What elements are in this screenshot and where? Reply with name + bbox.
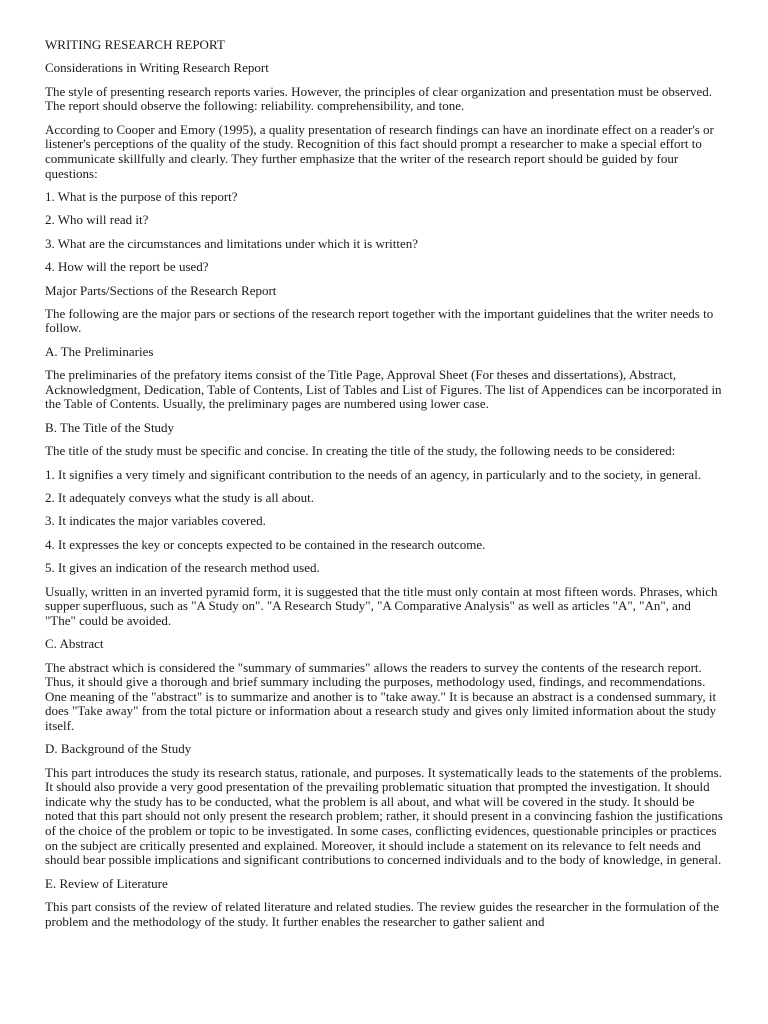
paragraph-major-parts: The following are the major pars or sections of the research report together with the important guidelines that the writer needs to follow. [45, 305, 714, 336]
paragraph-cooper-emory: According to Cooper and Emory (1995), a quality presentation of research findings can have an inordinate effect on a reader's or listener's perceptions of the quality of the study. Recognition of this fact should prompt a researcher to make a special effort to communicate skillfully and clearly. They further emphasize that the writer of the research report should be guided by four questions: [45, 121, 714, 181]
title-criteria-1: 1. It signifies a very timely and significant contribution to the needs of an agency, in particularly and to the society, in general. [45, 466, 702, 482]
paragraph-background: This part introduces the study its research status, rationale, and purposes. It systematically leads to the statements of the problems. It should also provide a very good presentation of the prevailing problematic situation that prompted the investigation. It should indicate why the study has to be conducted, what the problem is all about, and what will be covered in the study. It should be noted that this part should not only present the research problem; rather, it should present in a convincing fashion the justifications of the choice of the problem or topic to be investigated. In some cases, conflicting evidences, questionable principles or practices on the subject are critically presented and explained. Moreover, it should include a statement on its relevance to felt needs and should bear possible implications and significant contributions to concerned individuals and to the body of knowledge, in general. [45, 764, 723, 868]
title-criteria-2: 2. It adequately conveys what the study is all about. [45, 490, 314, 506]
subheading-preliminaries: A. The Preliminaries [45, 343, 154, 359]
paragraph-style: The style of presenting research reports varies. However, the principles of clear organization and presentation must be observed. The report should observe the following: reliability. comprehensibility, and tone. [45, 83, 713, 114]
question-item-4: 4. How will the report be used? [45, 259, 209, 275]
subheading-background: D. Background of the Study [45, 741, 192, 757]
title-criteria-4: 4. It expresses the key or concepts expected to be contained in the research outcome. [45, 536, 486, 552]
subheading-review-of-literature: E. Review of Literature [45, 875, 168, 891]
title-criteria-3: 3. It indicates the major variables covered. [45, 513, 266, 529]
document-page [45, 38, 723, 938]
subheading-considerations: Considerations in Writing Research Report [45, 60, 269, 76]
question-item-2: 2. Who will read it? [45, 212, 149, 228]
subheading-abstract: C. Abstract [45, 636, 104, 652]
question-item-1: 1. What is the purpose of this report? [45, 188, 238, 204]
paragraph-abstract: The abstract which is considered the "summary of summaries" allows the readers to survey the contents of the research report. Thus, it should give a thorough and brief summary including the purposes, methodology used, findings, and recommendations. One meaning of the "abstract" is to summarize and another is to "take away." It is because an abstract is a condensed summary, it does "Take away" from the total picture or information about a research study and gives only limited information about the study itself. [45, 659, 717, 733]
paragraph-title-of-study: The title of the study must be specific and concise. In creating the title of the study, the following needs to be considered: [45, 443, 676, 459]
paragraph-preliminaries: The preliminaries of the prefatory items consist of the Title Page, Approval Sheet (For theses and dissertations), Abstract, Acknowledgment, Dedication, Table of Contents, List of Tables and List of Figures. The list of Appendices can be incorporated in the Table of Contents. Usually, the preliminary pages are numbered using lower case. [45, 367, 722, 412]
document-title: WRITING RESEARCH REPORT [45, 37, 225, 52]
paragraph-review-of-literature: This part consists of the review of related literature and related studies. The review guides the researcher in the formulation of the problem and the methodology of the study. It further enables the researcher to gather salient and [45, 899, 720, 929]
subheading-title-of-study: B. The Title of the Study [45, 419, 175, 435]
paragraph-inverted-pyramid: Usually, written in an inverted pyramid form, it is suggested that the title must only contain at most fifteen words. Phrases, which supper superfluous, such as "A Study on". "A Research Study", "A Comparative Analysis" as well as articles "A", "An", and "The" could be avoided. [45, 583, 718, 628]
subheading-major-parts: Major Parts/Sections of the Research Report [45, 282, 277, 298]
question-item-3: 3. What are the circumstances and limitations under which it is written? [45, 235, 419, 251]
title-criteria-5: 5. It gives an indication of the research method used. [45, 560, 320, 576]
